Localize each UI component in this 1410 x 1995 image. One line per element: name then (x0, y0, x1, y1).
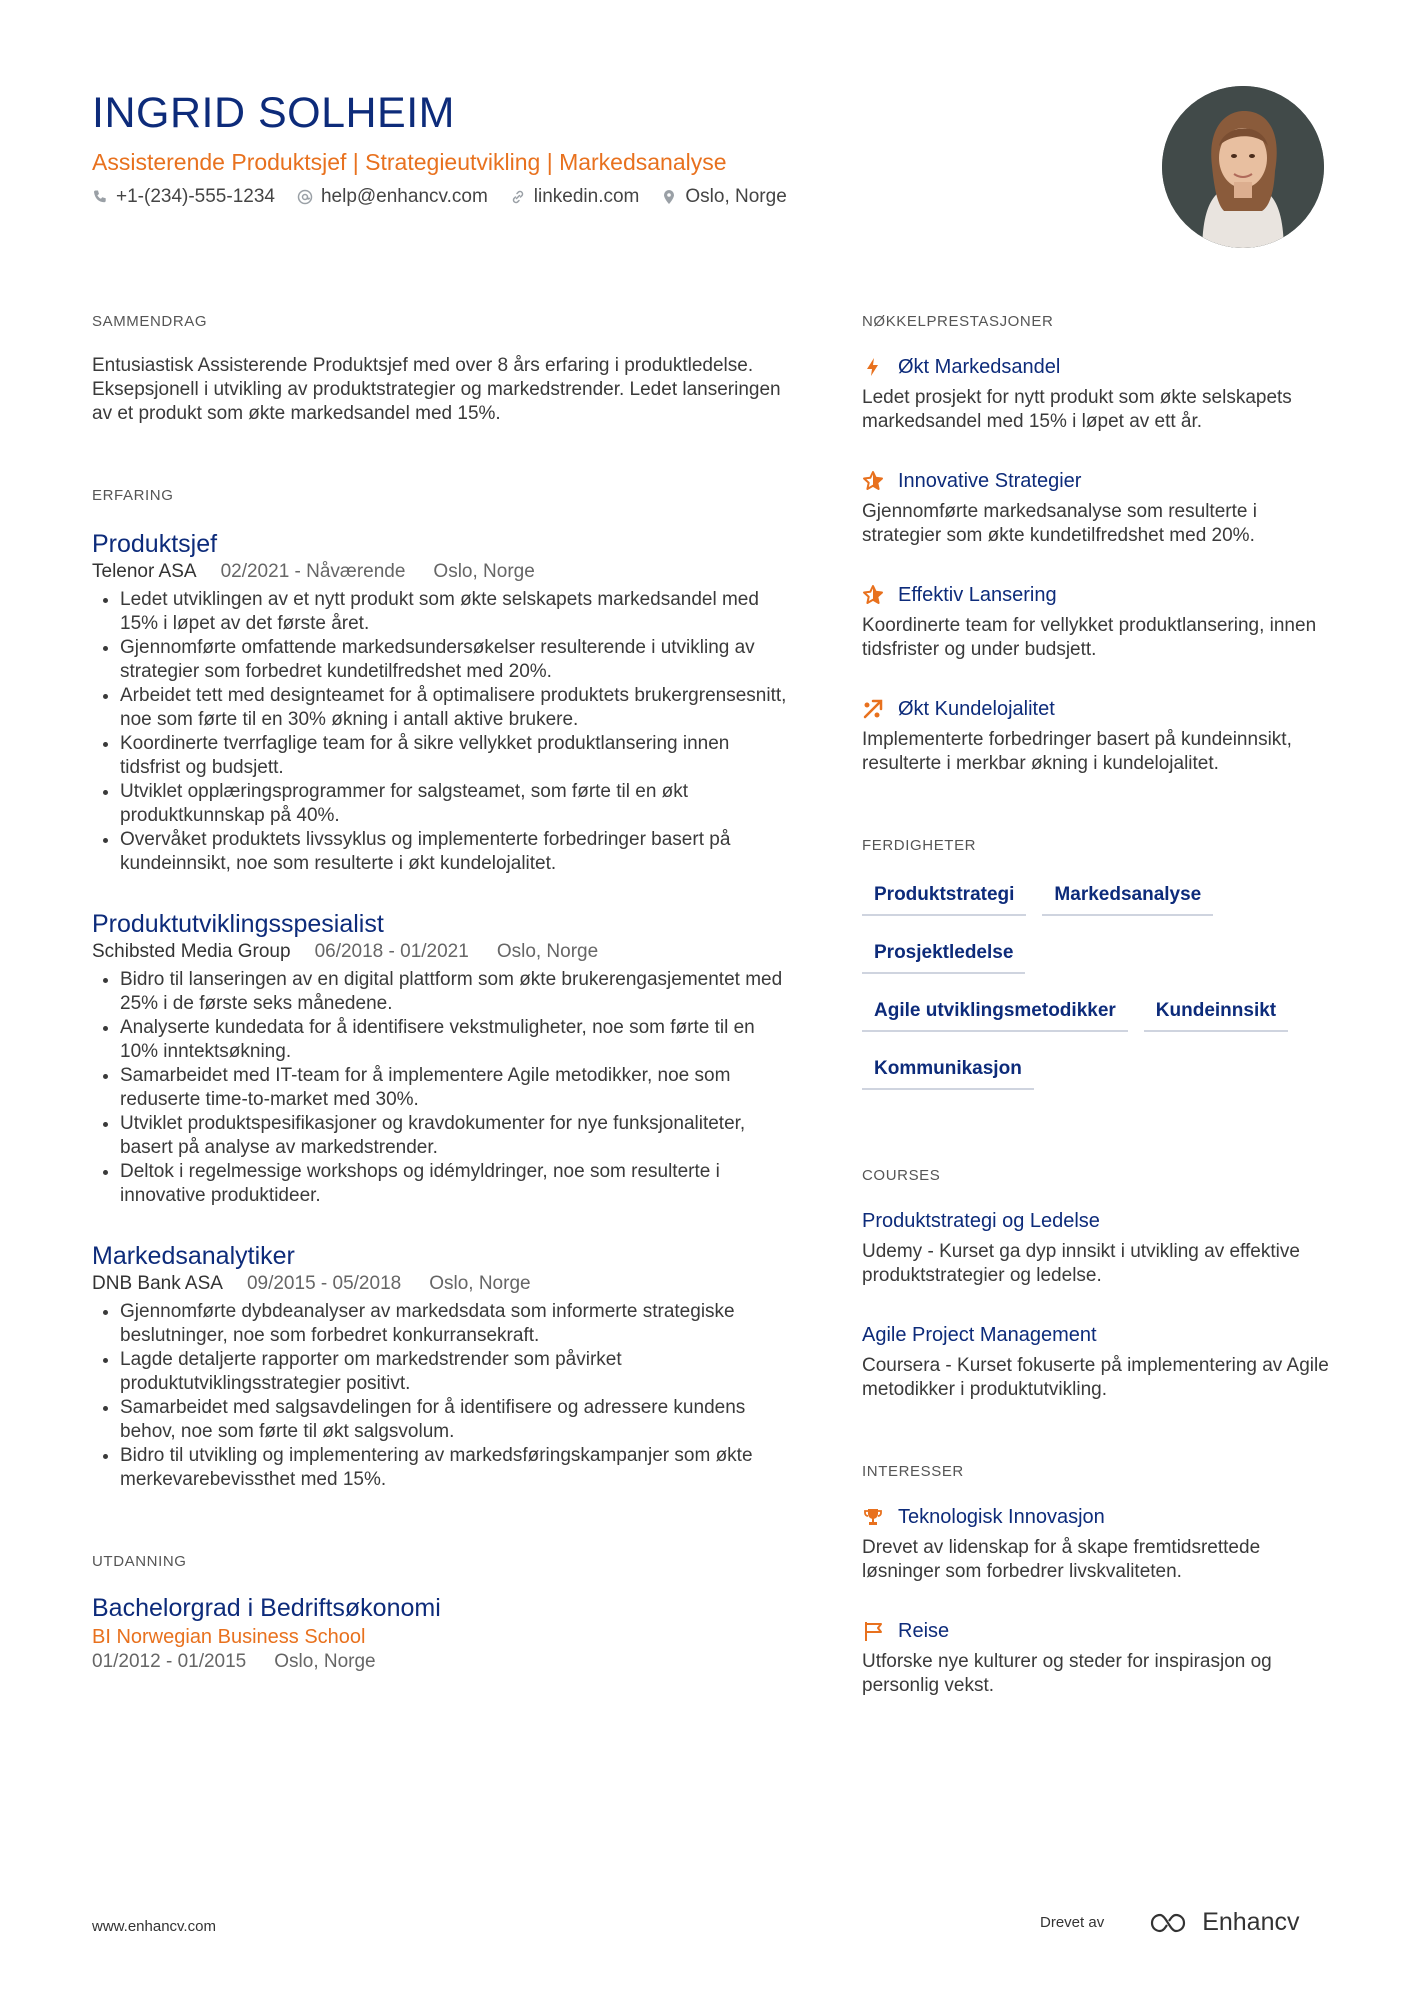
job-bullet: • Lagde detaljerte rapporter om markedstrender som påvirket produktutviklingsstrategier positivt. (120, 1348, 792, 1396)
achievement-title: Økt Markedsandel (898, 356, 1061, 378)
job-bullet: • Analyserte kundedata for å identifisere vekstmuligheter, noe som førte til en 10% inntektsøkning. (120, 1016, 792, 1064)
job-location: Oslo, Norge (496, 941, 599, 962)
job-bullet: • Arbeidet tett med designteamet for å optimalisere produktets brukergrensesnitt, noe som førte til en 30% økning i antall aktive brukere. (120, 684, 792, 732)
section-title-interests: INTERESSER (862, 1463, 964, 1480)
job-title: Produktutviklingsspesialist (92, 910, 384, 938)
summary-text: Entusiastisk Assisterende Produktsjef med over 8 års erfaring i produktledelse. Eksepsjonell i utvikling av produktstrategier og markedstrender. Ledet lanseringen av et produkt som økte markedsandel med 15%. (92, 355, 781, 424)
achievement-title: Effektiv Lansering (898, 584, 1057, 606)
contact-phone[interactable] (92, 186, 275, 208)
linkedin-link: linkedin.com (533, 186, 640, 207)
email-address: help@enhancv.com (320, 186, 488, 207)
interests-section (862, 1462, 1332, 1698)
skills-section (862, 836, 1332, 1110)
star-icon (862, 470, 884, 492)
job-title: Produktsjef (92, 530, 218, 558)
education-dates: 01/2012 - 01/2015 (92, 1651, 247, 1672)
skill-tag: Agile utviklingsmetodikker (862, 994, 1128, 1032)
course-desc: Udemy - Kurset ga dyp innsikt i utvikling av effektive produktstrategier og ledelse. (862, 1241, 1300, 1286)
job-location: Oslo, Norge (429, 1273, 531, 1294)
phone-icon (92, 189, 108, 205)
brand-logo[interactable] (1148, 1908, 1299, 1937)
job-dates: 02/2021 - Nåværende (220, 561, 406, 582)
job-bullet: • Deltok i regelmessige workshops og idémyldringer, noe som resulterte i innovative produktideer. (120, 1160, 792, 1208)
achievements-section (862, 312, 1332, 776)
lightning-icon (862, 356, 884, 378)
job-bullet: • Bidro til lanseringen av en digital plattform som økte brukerengasjementet med 25% i de første seks månedene. (120, 968, 792, 1016)
job-dates: 09/2015 - 05/2018 (246, 1273, 402, 1294)
enhancv-logo-icon (1148, 1910, 1196, 1936)
contact-email[interactable] (297, 186, 488, 208)
phone-number: +1-(234)-555-1234 (116, 186, 275, 207)
achievement-item (862, 468, 1332, 548)
job-bullets (92, 588, 792, 876)
section-title-courses: COURSES (862, 1167, 941, 1184)
course-item (862, 1208, 1332, 1288)
job-bullets (92, 1300, 792, 1492)
skill-tag: Kundeinnsikt (1144, 994, 1288, 1032)
job-dates: 06/2018 - 01/2021 (314, 941, 469, 962)
profile-photo (1162, 86, 1324, 248)
section-title-experience: ERFARING (92, 487, 174, 504)
job-bullet: • Ledet utviklingen av et nytt produkt som økte selskapets markedsandel med 15% i løpet av det første året. (120, 588, 792, 636)
skill-tag: Prosjektledelse (862, 936, 1025, 974)
location-pin-icon (661, 189, 677, 205)
skill-tag: Markedsanalyse (1042, 878, 1213, 916)
job-location: Oslo, Norge (433, 561, 535, 582)
course-title: Agile Project Management (862, 1324, 1097, 1346)
course-item (862, 1322, 1332, 1402)
section-title-education: UTDANNING (92, 1553, 187, 1570)
job-company: DNB Bank ASA (92, 1273, 223, 1294)
job-entry (92, 528, 792, 876)
footer-branding (1040, 1908, 1300, 1937)
job-bullet: • Koordinerte tverrfaglige team for å sikre vellykket produktlansering innen tidsfrist og budsjett. (120, 732, 792, 780)
flag-icon (862, 1620, 884, 1642)
interest-desc: Drevet av lidenskap for å skape fremtidsrettede løsninger som forbedrer livskvaliteten. (862, 1537, 1261, 1582)
powered-by-label: Drevet av (1040, 1914, 1105, 1931)
achievement-item (862, 696, 1332, 776)
interest-title: Reise (898, 1620, 950, 1642)
summary-section (92, 312, 792, 426)
school-name: BI Norwegian Business School (92, 1626, 366, 1648)
achievement-item (862, 354, 1332, 434)
section-title-achievements: NØKKELPRESTASJONER (862, 313, 1054, 330)
at-icon (297, 189, 313, 205)
trophy-icon (862, 1506, 884, 1528)
job-bullet: • Gjennomførte omfattende markedsundersøkelser resulterende i utvikling av strategier som forbedret kundetilfredshet med 20%. (120, 636, 792, 684)
education-section (92, 1552, 792, 1674)
job-title: Markedsanalytiker (92, 1242, 295, 1270)
left-column (92, 312, 792, 1674)
achievement-title: Innovative Strategier (898, 470, 1082, 492)
interest-title: Teknologisk Innovasjon (898, 1506, 1105, 1528)
contact-location (661, 186, 786, 208)
course-desc: Coursera - Kurset fokuserte på implementering av Agile metodikker i produktutvikling. (862, 1355, 1329, 1400)
courses-section (862, 1166, 1332, 1402)
course-title: Produktstrategi og Ledelse (862, 1210, 1100, 1232)
job-bullet: • Samarbeidet med IT-team for å implementere Agile metodikker, noe som reduserte time-to-market med 30%. (120, 1064, 792, 1112)
section-title-summary: SAMMENDRAG (92, 313, 208, 330)
achievement-title: Økt Kundelojalitet (898, 698, 1055, 720)
job-bullet: • Samarbeidet med salgsavdelingen for å identifisere og adressere kundens behov, noe som førte til økt salgsvolum. (120, 1396, 792, 1444)
job-company: Schibsted Media Group (92, 941, 291, 962)
contact-bar (92, 186, 809, 208)
achievement-desc: Koordinerte team for vellykket produktlansering, innen tidsfrister og under budsjett. (862, 615, 1317, 660)
star-icon (862, 584, 884, 606)
candidate-tagline: Assisterende Produktsjef | Strategieutvikling | Markedsanalyse (92, 149, 727, 175)
achievement-desc: Gjennomførte markedsanalyse som resulterte i strategier som økte kundetilfredshet med 20%. (862, 501, 1257, 546)
achievement-desc: Implementerte forbedringer basert på kundeinnsikt, resulterte i merkbar økning i kundelojalitet. (862, 729, 1292, 774)
interest-item (862, 1618, 1332, 1698)
degree-title: Bachelorgrad i Bedriftsøkonomi (92, 1594, 441, 1622)
candidate-name: INGRID SOLHEIM (92, 89, 455, 137)
job-bullet: • Overvåket produktets livssyklus og implementerte forbedringer basert på kundeinnsikt, noe som resulterte i økt kundelojalitet. (120, 828, 792, 876)
brand-name: Enhancv (1202, 1908, 1300, 1936)
job-bullet: • Utviklet opplæringsprogrammer for salgsteamet, som førte til en økt produktkunnskap på 40%. (120, 780, 792, 828)
skill-tag: Produktstrategi (862, 878, 1026, 916)
link-icon (510, 189, 526, 205)
achievement-item (862, 582, 1332, 662)
education-location: Oslo, Norge (274, 1651, 376, 1672)
achievement-desc: Ledet prosjekt for nytt produkt som økte selskapets markedsandel med 15% i løpet av ett år. (862, 387, 1292, 432)
skills-list (862, 878, 1332, 1110)
location-text: Oslo, Norge (685, 186, 787, 207)
interest-item (862, 1504, 1332, 1584)
skill-tag: Kommunikasjon (862, 1052, 1034, 1090)
experience-section (92, 486, 792, 1492)
section-title-skills: FERDIGHETER (862, 837, 977, 854)
job-bullets (92, 968, 792, 1208)
job-entry (92, 908, 792, 1208)
job-bullet: • Gjennomførte dybdeanalyser av markedsdata som informerte strategiske beslutninger, noe som forbedret konkurransekraft. (120, 1300, 792, 1348)
job-company: Telenor ASA (92, 561, 197, 582)
contact-linkedin[interactable] (510, 186, 640, 208)
job-bullet: • Bidro til utvikling og implementering av markedsføringskampanjer som økte merkevarebevissthet med 15%. (120, 1444, 792, 1492)
right-column (862, 312, 1332, 1698)
interest-desc: Utforske nye kulturer og steder for inspirasjon og personlig vekst. (862, 1651, 1272, 1696)
footer-website[interactable]: www.enhancv.com (92, 1918, 216, 1935)
growth-icon (862, 698, 884, 720)
job-entry (92, 1240, 792, 1492)
job-bullet: • Utviklet produktspesifikasjoner og kravdokumenter for nye funksjonaliteter, basert på analyse av markedstrender. (120, 1112, 792, 1160)
